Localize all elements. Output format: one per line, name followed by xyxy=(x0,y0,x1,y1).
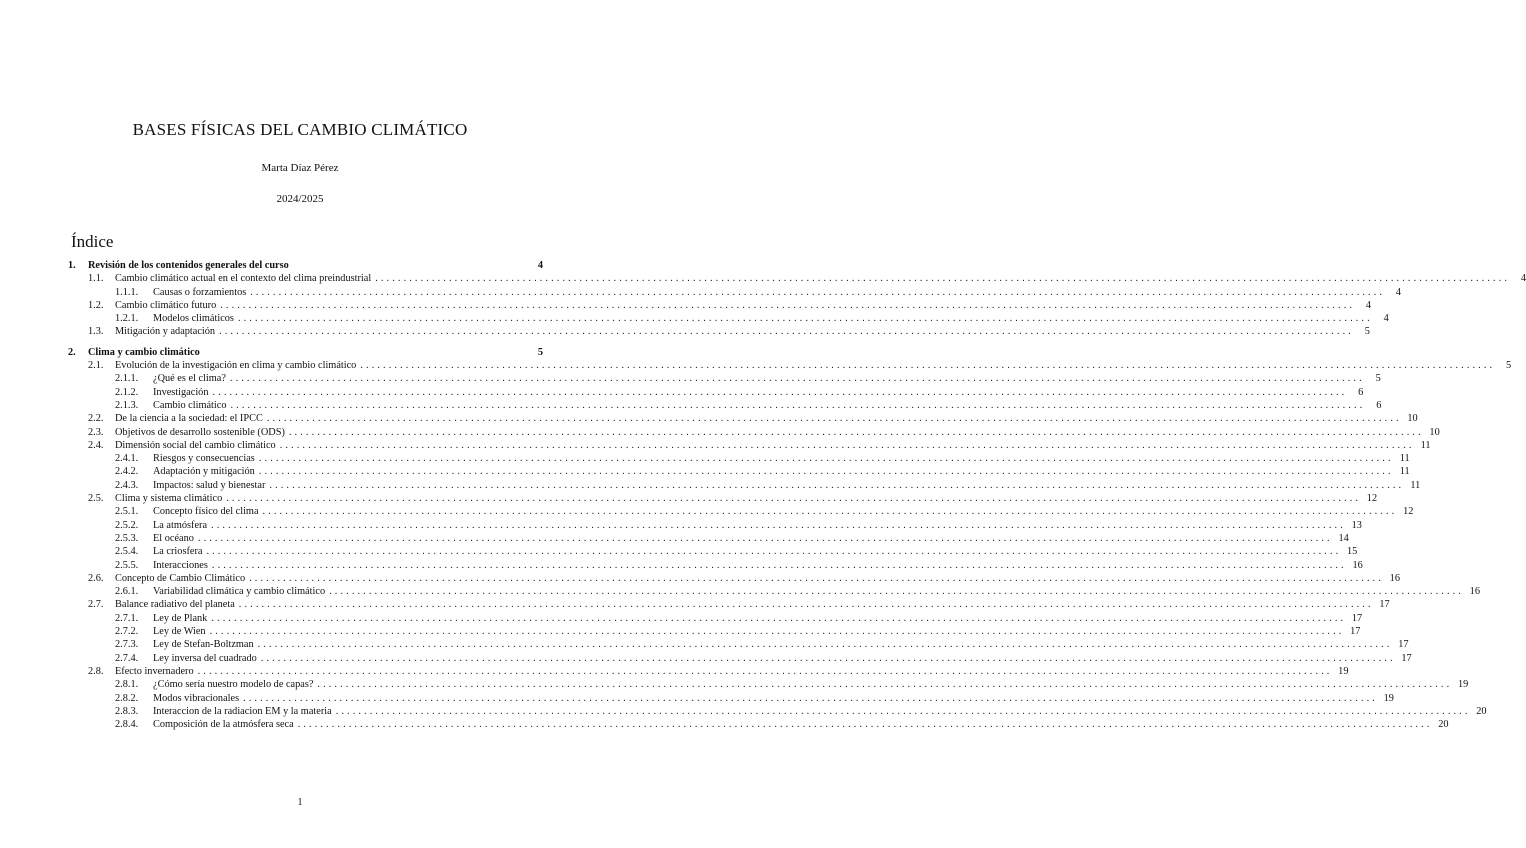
toc-entry-number: 1. xyxy=(68,260,76,271)
toc-leader-dots: ........................................................................................................................................................................................................ xyxy=(206,546,1342,558)
toc-entry-number: 2.5.1. xyxy=(115,506,139,518)
toc-entry-page: 4 xyxy=(1395,286,1402,298)
toc-leader-dots: ........................................................................................................................................................................................................ xyxy=(211,612,1347,624)
toc-entry-page: 17 xyxy=(1351,612,1363,624)
toc-entry[interactable] xyxy=(68,612,1363,625)
toc-leader-dots: ........................................................................................................................................................................................................ xyxy=(260,652,1396,664)
toc-entry-label: Ley de Wien xyxy=(153,626,206,638)
toc-entry[interactable] xyxy=(68,452,1410,465)
toc-entry-label: Variabilidad climática y cambio climático xyxy=(153,586,326,598)
toc-entry-label: Clima y sistema climático xyxy=(115,493,223,505)
toc-entry-label: Impactos: salud y bienestar xyxy=(153,479,266,491)
toc-entry-number: 2.6. xyxy=(88,572,104,584)
toc-leader-dots: ........................................................................................................................................................................................................ xyxy=(238,599,1374,611)
toc-entry-number: 2.7.4. xyxy=(115,652,139,664)
toc-entry-label: Concepto físico del clima xyxy=(153,506,259,518)
toc-entry-number: 2.8.3. xyxy=(115,705,139,717)
toc-entry-label: Causas o forzamientos xyxy=(153,286,247,298)
toc-entry-page: 12 xyxy=(1403,506,1414,518)
toc-entry-number: 2.5.2. xyxy=(115,519,139,531)
toc-entry[interactable] xyxy=(68,718,1449,731)
toc-entry-number: 2.8.2. xyxy=(115,692,139,704)
toc-entry-page: 20 xyxy=(1476,705,1487,717)
toc-entry[interactable] xyxy=(68,652,1412,665)
toc-leader-dots: ........................................................................................................................................................................................................ xyxy=(269,479,1405,491)
toc-entry-page: 14 xyxy=(1338,532,1349,544)
toc-entry-label: Ley inversa del cuadrado xyxy=(153,652,257,664)
toc-entry-number: 2.1.2. xyxy=(115,386,139,398)
toc-leader-dots: ........................................................................................................................................................................................................ xyxy=(266,413,1402,425)
toc-entry-page: 16 xyxy=(1389,572,1400,584)
toc-entry-page: 4 xyxy=(1383,313,1389,325)
toc-entry-page: 16 xyxy=(1469,586,1480,598)
toc-entry[interactable] xyxy=(68,559,1363,572)
toc-entry-number: 2.1. xyxy=(88,360,104,372)
toc-entry-number: 2.5.5. xyxy=(115,559,139,571)
page-number: 1 xyxy=(297,797,303,808)
toc-entry-label: Investigación xyxy=(153,386,209,398)
toc-entry-label: Efecto invernadero xyxy=(115,665,194,677)
toc-entry[interactable] xyxy=(68,372,1381,385)
toc-entry-label: Mitigación y adaptación xyxy=(115,326,216,338)
toc-entry[interactable] xyxy=(68,585,1480,598)
toc-entry[interactable] xyxy=(68,439,1431,452)
toc-entry-label: ¿Qué es el clima? xyxy=(153,373,226,385)
toc-entry[interactable] xyxy=(68,705,1487,718)
toc-entry[interactable] xyxy=(68,286,1402,299)
toc-entry-page: 6 xyxy=(1376,399,1382,411)
toc-leader-dots: ........................................................................................................................................................................................................ xyxy=(250,286,1386,298)
toc-entry-label: Revisión de los contenidos generales del curso xyxy=(88,260,289,271)
toc-entry[interactable] xyxy=(68,545,1358,558)
toc-entry-number: 2.5.3. xyxy=(115,532,139,544)
toc-entry[interactable] xyxy=(68,299,1372,312)
table-of-contents xyxy=(68,259,1526,731)
toc-leader-dots: ........................................................................................................................................................................................................ xyxy=(360,360,1496,372)
toc-entry-label: Balance radiativo del planeta xyxy=(115,599,235,611)
toc-leader-dots: ........................................................................................................................................................................................................ xyxy=(197,532,1333,544)
toc-leader-dots: ........................................................................................................................................................................................................ xyxy=(249,572,1384,584)
toc-entry-label: Modelos climáticos xyxy=(153,313,234,325)
toc-leader-dots: ........................................................................................................................................................................................................ xyxy=(375,273,1511,285)
toc-entry-number: 2.4.2. xyxy=(115,466,139,478)
toc-entry[interactable] xyxy=(68,692,1394,705)
toc-entry[interactable] xyxy=(68,412,1418,425)
toc-entry-number: 2.8.4. xyxy=(115,719,139,731)
toc-entry-label: Interaccion de la radiacion EM y la materia xyxy=(153,705,332,717)
toc-leader-dots: ........................................................................................................................................................................................................ xyxy=(258,453,1394,465)
toc-entry-number: 1.1. xyxy=(88,273,104,285)
toc-entry-page: 4 xyxy=(1520,273,1526,285)
toc-entry[interactable] xyxy=(68,312,1389,325)
toc-leader-dots: ........................................................................................................................................................................................................ xyxy=(197,665,1333,677)
toc-entry-label: Evolución de la investigación en clima y cambio climático xyxy=(115,360,357,372)
toc-section-gap xyxy=(68,339,543,346)
toc-leader-dots: ........................................................................................................................................................................................................ xyxy=(279,439,1415,451)
toc-leader-dots: ........................................................................................................................................................................................................ xyxy=(212,386,1348,398)
toc-entry-number: 2.6.1. xyxy=(115,586,139,598)
toc-entry-label: Adaptación y mitigación xyxy=(153,466,255,478)
toc-entry[interactable] xyxy=(68,532,1349,545)
toc-entry-page: 11 xyxy=(1420,439,1431,451)
toc-entry-number: 1.2.1. xyxy=(115,313,139,325)
toc-entry-number: 2.8. xyxy=(88,665,104,677)
toc-entry-label: El océano xyxy=(153,532,194,544)
toc-entry-label: Concepto de Cambio Climático xyxy=(115,572,246,584)
toc-leader-dots: ........................................................................................................................................................................................................ xyxy=(220,299,1356,311)
toc-entry-number: 2.7. xyxy=(88,599,104,611)
toc-entry[interactable] xyxy=(68,625,1361,638)
toc-entry-label: De la ciencia a la sociedad: el IPCC xyxy=(115,413,263,425)
toc-entry-label: Dimensión social del cambio climático xyxy=(115,439,276,451)
toc-entry-number: 2.4. xyxy=(88,439,104,451)
toc-entry[interactable] xyxy=(68,325,1370,338)
toc-entry-page: 10 xyxy=(1429,426,1440,438)
toc-entry[interactable] xyxy=(68,598,1390,611)
toc-entry[interactable] xyxy=(68,259,543,272)
toc-leader-dots: ........................................................................................................................................................................................................ xyxy=(257,639,1393,651)
toc-leader-dots: ........................................................................................................................................................................................................ xyxy=(317,679,1453,691)
toc-entry-label: ¿Cómo sería nuestro modelo de capas? xyxy=(153,679,314,691)
toc-entry[interactable] xyxy=(68,638,1409,651)
toc-entry-label: Clima y cambio climático xyxy=(88,346,200,358)
toc-entry-page: 5 xyxy=(1375,373,1381,385)
toc-leader-dots: ........................................................................................................................................................................................................ xyxy=(237,313,1373,325)
toc-leader-dots: ........................................................................................................................................................................................................ xyxy=(258,466,1394,478)
toc-entry-number: 2.2. xyxy=(88,413,104,425)
toc-entry-page: 15 xyxy=(1347,546,1358,558)
document-author: Marta Díaz Pérez xyxy=(261,162,339,174)
toc-entry[interactable] xyxy=(68,519,1362,532)
toc-entry-number: 2.7.1. xyxy=(115,612,139,624)
toc-entry-label: La criosfera xyxy=(153,546,203,558)
toc-entry-label: Ley de Stefan-Boltzman xyxy=(153,639,254,651)
toc-entry-number: 2.5.4. xyxy=(115,546,139,558)
toc-leader-dots: ........................................................................................................................................................................................................ xyxy=(219,326,1354,338)
toc-entry[interactable] xyxy=(68,572,1400,585)
toc-entry-page: 4 xyxy=(537,260,543,271)
toc-entry-number: 1.2. xyxy=(88,299,104,311)
toc-entry[interactable] xyxy=(68,479,1421,492)
toc-entry[interactable] xyxy=(68,465,1410,478)
toc-entry-page: 5 xyxy=(1364,326,1370,338)
toc-entry-page: 11 xyxy=(1399,453,1410,465)
toc-entry[interactable] xyxy=(68,386,1364,399)
toc-leader-dots: ........................................................................................................................................................................................................ xyxy=(209,626,1345,638)
toc-entry-label: Modos vibracionales xyxy=(153,692,240,704)
toc-entry-page: 4 xyxy=(1365,299,1372,311)
toc-leader-dots: ........................................................................................................................................................................................................ xyxy=(288,426,1424,438)
toc-entry-page: 19 xyxy=(1338,665,1349,677)
toc-leader-dots: ........................................................................................................................................................................................................ xyxy=(211,519,1346,531)
toc-entry-page: 11 xyxy=(1399,466,1410,478)
toc-leader-dots: ........................................................................................................................................................................................................ xyxy=(297,719,1433,731)
toc-entry-page: 19 xyxy=(1457,679,1469,691)
toc-leader-dots: ........................................................................................................................................................................................................ xyxy=(211,559,1347,571)
toc-leader-dots: ........................................................................................................................................................................................................ xyxy=(243,692,1378,704)
toc-entry-label: Cambio climático actual en el contexto del clima preindustrial xyxy=(115,273,372,285)
toc-entry-page: 6 xyxy=(1358,386,1364,398)
toc-entry-label: Cambio climático xyxy=(153,399,227,411)
toc-entry-number: 2.7.3. xyxy=(115,639,139,651)
toc-entry-number: 2.3. xyxy=(88,426,104,438)
toc-entry-number: 1.1.1. xyxy=(115,286,139,298)
toc-entry-page: 13 xyxy=(1351,519,1362,531)
toc-entry-label: Objetivos de desarrollo sostenible (ODS) xyxy=(115,426,285,438)
toc-entry-page: 17 xyxy=(1379,599,1390,611)
document-date: 2024/2025 xyxy=(276,193,324,205)
toc-entry-page: 11 xyxy=(1410,479,1421,491)
toc-entry-page: 17 xyxy=(1350,626,1361,638)
toc-entry-number: 2.1.1. xyxy=(115,373,139,385)
toc-entry-number: 2.4.3. xyxy=(115,479,139,491)
toc-entry[interactable] xyxy=(68,346,543,359)
toc-entry-label: Riesgos y consecuencias xyxy=(153,453,255,465)
toc-entry[interactable] xyxy=(68,426,1440,439)
toc-leader-dots: ........................................................................................................................................................................................................ xyxy=(329,586,1464,598)
toc-entry-label: Ley de Plank xyxy=(153,612,208,624)
toc-entry-number: 1.3. xyxy=(88,326,104,338)
toc-entry-label: Cambio climático futuro xyxy=(115,299,217,311)
toc-entry-number: 2.4.1. xyxy=(115,453,139,465)
toc-entry-page: 19 xyxy=(1383,692,1394,704)
toc-entry-label: La atmósfera xyxy=(153,519,208,531)
toc-entry[interactable] xyxy=(68,492,1378,505)
toc-entry-page: 5 xyxy=(1506,360,1512,372)
toc-entry-number: 2.1.3. xyxy=(115,399,139,411)
toc-entry-page: 10 xyxy=(1407,413,1418,425)
toc-leader-dots: ........................................................................................................................................................................................................ xyxy=(230,399,1366,411)
toc-entry-number: 2.7.2. xyxy=(115,626,139,638)
toc-entry-page: 16 xyxy=(1352,559,1363,571)
toc-entry-page: 5 xyxy=(537,346,543,358)
toc-leader-dots: ........................................................................................................................................................................................................ xyxy=(226,493,1362,505)
toc-leader-dots: ........................................................................................................................................................................................................ xyxy=(229,373,1365,385)
toc-entry-page: 12 xyxy=(1366,493,1378,505)
toc-leader-dots: ........................................................................................................................................................................................................ xyxy=(262,506,1398,518)
toc-entry-page: 20 xyxy=(1438,719,1449,731)
toc-entry-page: 17 xyxy=(1398,639,1409,651)
toc-entry[interactable] xyxy=(68,505,1414,518)
toc-leader-dots: ........................................................................................................................................................................................................ xyxy=(335,705,1471,717)
toc-entry-page: 17 xyxy=(1401,652,1412,664)
toc-entry[interactable] xyxy=(68,272,1526,285)
toc-entry[interactable] xyxy=(68,359,1512,372)
toc-entry-label: Composición de la atmósfera seca xyxy=(153,719,294,731)
toc-entry[interactable] xyxy=(68,678,1469,691)
document-title: BASES FÍSICAS DEL CAMBIO CLIMÁTICO xyxy=(132,120,468,139)
toc-entry-number: 2. xyxy=(68,346,76,358)
toc-entry[interactable] xyxy=(68,399,1382,412)
toc-entry-number: 2.8.1. xyxy=(115,679,139,691)
toc-entry[interactable] xyxy=(68,665,1349,678)
toc-entry-label: Interacciones xyxy=(153,559,208,571)
toc-entry-number: 2.5. xyxy=(88,493,104,505)
toc-heading: Índice xyxy=(71,232,114,251)
